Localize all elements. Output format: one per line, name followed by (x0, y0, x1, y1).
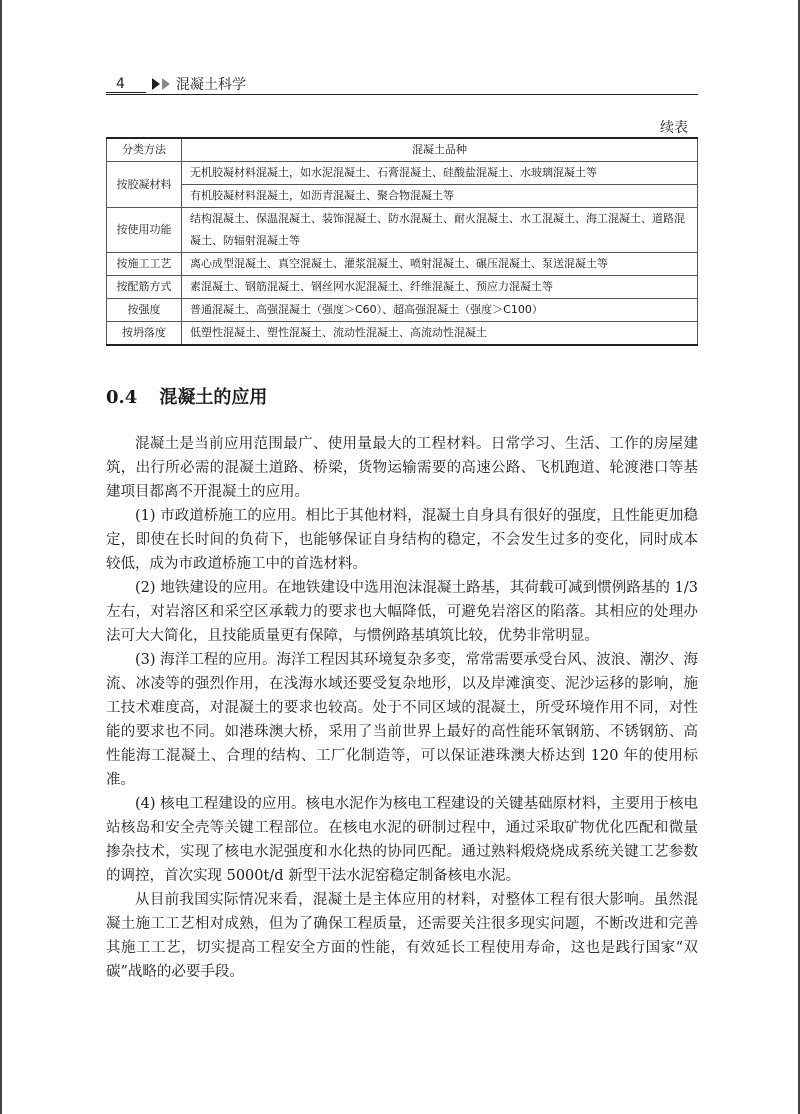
play-arrow-icon (152, 78, 160, 90)
book-title: 混凝土科学 (176, 77, 246, 93)
table-category-cell: 按胶凝材料 (107, 162, 182, 208)
table-row (107, 162, 698, 185)
table-row (107, 322, 698, 346)
running-header (106, 74, 246, 94)
table-value-cell: 普通混凝土、高强混凝土（强度＞C60）、超高强混凝土（强度＞C100） (182, 299, 698, 322)
table-category-cell: 按强度 (107, 299, 182, 322)
table-row (107, 276, 698, 299)
section-body (106, 432, 698, 984)
table-header-row (107, 138, 698, 162)
section-title: 混凝土的应用 (159, 387, 268, 408)
paragraph-marine: (3) 海洋工程的应用。海洋工程因其环境复杂多变，常常需要承受台风、波浪、潮汐、海流、冰凌等的强烈作用，在浅海水域还要受复杂地形，以及岸滩演变、泥沙运移的影响，施工技术难度高，对混凝土的要求也较高。处于不同区域的混凝土，所受环境作用不同，对性能的要求也不同。如港珠澳大桥，采用了当前世界上最好的高性能环氧钢筋、不锈钢筋、高性能海工混凝土、合理的结构、工厂化制造等，可以保证港珠澳大桥达到 120 年的使用标准。 (106, 652, 698, 788)
table-header-cell: 分类方法 (107, 138, 182, 162)
section-number: 0.4 (106, 387, 138, 408)
table-value-cell: 结构混凝土、保温混凝土、装饰混凝土、防水混凝土、耐火混凝土、水工混凝土、海工混凝土、道路混凝土、防辐射混凝土等 (182, 208, 698, 253)
paragraph-subway: (2) 地铁建设的应用。在地铁建设中选用泡沫混凝土路基，其荷载可减到惯例路基的 1/3 左右，对岩溶区和采空区承载力的要求也大幅降低，可避免岩溶区的陷落。其相应的处理办法可大大简化，且技能质量更有保障，与惯例路基填筑比较，优势非常明显。 (106, 580, 698, 644)
paragraph-intro: 混凝土是当前应用范围最广、使用量最大的工程材料。日常学习、生活、工作的房屋建筑，出行所必需的混凝土道路、桥梁，货物运输需要的高速公路、飞机跑道、轮渡港口等基建项目都离不开混凝土的应用。 (106, 436, 698, 500)
table-row (107, 185, 698, 208)
table-value-cell: 无机胶凝材料混凝土，如水泥混凝土、石膏混凝土、硅酸盐混凝土、水玻璃混凝土等 (182, 162, 698, 185)
paragraph-conclusion: 从目前我国实际情况来看，混凝土是主体应用的材料，对整体工程有很大影响。虽然混凝土施工工艺相对成熟，但为了确保工程质量，还需要关注很多现实问题，不断改进和完善其施工工艺，切实提高工程安全方面的性能，有效延长工程使用寿命，这也是践行国家“双碳”战略的必要手段。 (106, 892, 698, 980)
header-rule (106, 94, 698, 95)
table-value-cell: 低塑性混凝土、塑性混凝土、流动性混凝土、高流动性混凝土 (182, 322, 698, 346)
table-category-cell: 按使用功能 (107, 208, 182, 253)
table-category-cell: 按配筋方式 (107, 276, 182, 299)
table-header-cell: 混凝土品种 (182, 138, 698, 162)
table-category-cell: 按坍落度 (107, 322, 182, 346)
table-row (107, 299, 698, 322)
table-value-cell: 素混凝土、钢筋混凝土、钢丝网水泥混凝土、纤维混凝土、预应力混凝土等 (182, 276, 698, 299)
table-value-cell: 有机胶凝材料混凝土，如沥青混凝土、聚合物混凝土等 (182, 185, 698, 208)
table-row (107, 253, 698, 276)
table-caption: 续表 (660, 120, 688, 136)
concrete-type-table (106, 137, 698, 346)
table-row (107, 208, 698, 253)
paragraph-nuclear: (4) 核电工程建设的应用。核电水泥作为核电工程建设的关键基础原材料，主要用于核电站核岛和安全壳等关键工程部位。在核电水泥的研制过程中，通过采取矿物优化匹配和微量掺杂技术，实现了核电水泥强度和水化热的协同匹配。通过熟料煅烧烧成系统关键工艺参数的调控，首次实现 5000t/d 新型干法水泥窑稳定制备核电水泥。 (106, 796, 698, 884)
page-number: 4 (106, 76, 146, 93)
table-category-cell: 按施工工艺 (107, 253, 182, 276)
paragraph-municipal-bridge: (1) 市政道桥施工的应用。相比于其他材料，混凝土自身具有很好的强度，且性能更加稳定，即使在长时间的负荷下，也能够保证自身结构的稳定，不会发生过多的变化，同时成本较低，成为市政道桥施工中的首选材料。 (106, 508, 698, 572)
play-arrow-light-icon (162, 78, 170, 90)
table-value-cell: 离心成型混凝土、真空混凝土、灌浆混凝土、喷射混凝土、碾压混凝土、泵送混凝土等 (182, 253, 698, 276)
section-heading (106, 383, 267, 409)
